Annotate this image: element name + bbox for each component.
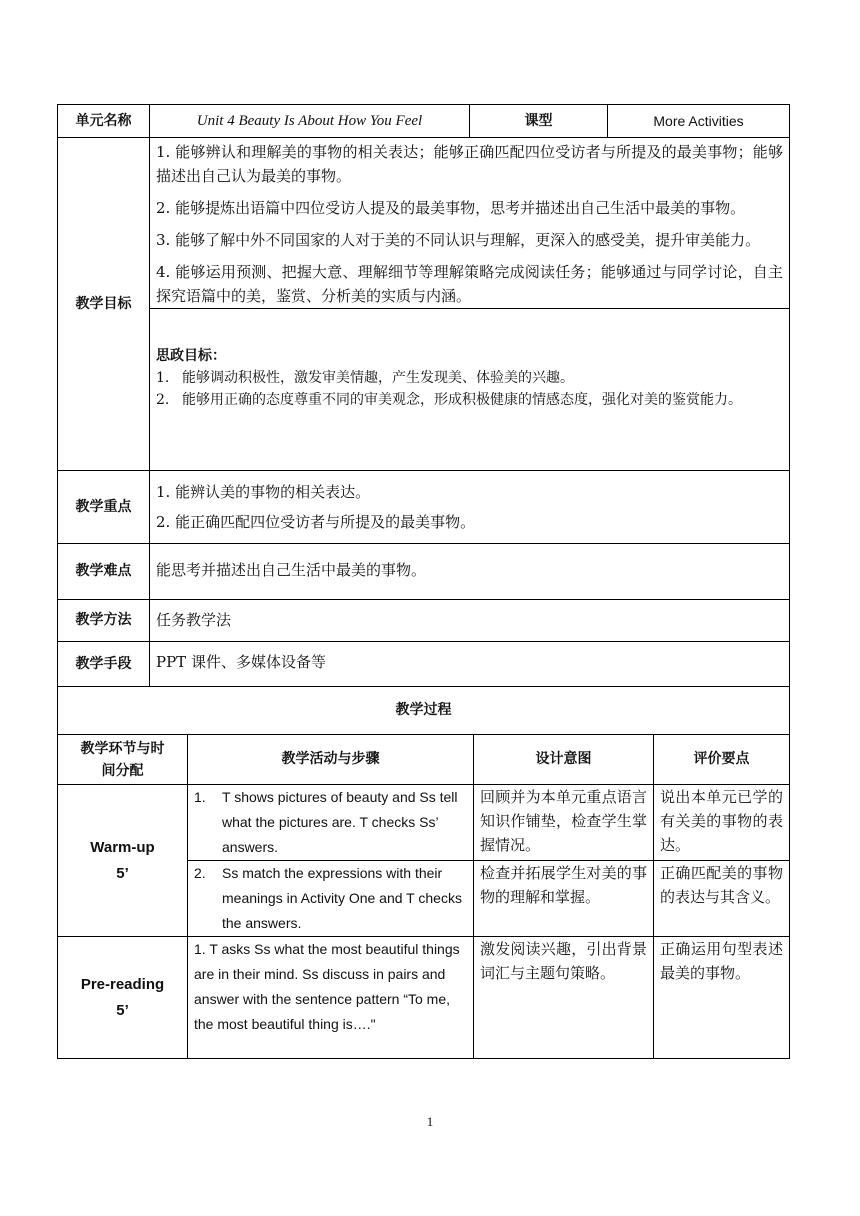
objective-item: 3. 能够了解中外不同国家的人对于美的不同认识与理解，更深入的感受美，提升审美能力。: [156, 231, 761, 249]
difficulty-value: 能思考并描述出自己生活中最美的事物。: [150, 544, 790, 600]
type-value: More Activities: [608, 105, 790, 138]
method-label: 教学方法: [58, 600, 150, 642]
key-point-item: 1. 能辨认美的事物的相关表达。: [156, 483, 371, 501]
prereading-stage: Pre-reading 5’: [58, 937, 188, 1059]
ideology-list: [156, 367, 783, 411]
prereading-eval: 正确运用句型表述最美的事物。: [654, 937, 790, 1059]
teaching-process-table: [57, 686, 790, 1059]
objective-item: 4. 能够运用预测、把握大意、理解细节等理解策略完成阅读任务；能够通过与同学讨论，自主探究语篇中的美，鉴赏、分析美的实质与内涵。: [156, 263, 783, 305]
unit-label: 单元名称: [58, 105, 150, 138]
objectives-row: [58, 138, 790, 309]
ideology-item: 2. 能够用正确的态度尊重不同的审美观念，形成积极健康的情感态度，强化对美的鉴赏能力。: [156, 392, 742, 408]
warmup-row-1: [58, 785, 790, 861]
unit-value: Unit 4 Beauty Is About How You Feel: [150, 105, 470, 138]
key-point-item: 2. 能正确匹配四位受访者与所提及的最美事物。: [156, 513, 476, 531]
col-intent-header: 设计意图: [474, 735, 654, 785]
objective-item: 1. 能够辨认和理解美的事物的相关表达；能够正确匹配四位受访者与所提及的最美事物；能够描述出自己认为最美的事物。: [156, 143, 783, 185]
process-title: 教学过程: [58, 687, 790, 735]
warmup-intent: 检查并拓展学生对美的事物的理解和掌握。: [474, 861, 654, 937]
prereading-activity: 1. T asks Ss what the most beautiful things are in their mind. Ss discuss in pairs and answer with the sentence pattern “To me, the most beautiful thing is….": [188, 937, 474, 1059]
prereading-intent: 激发阅读兴趣，引出背景词汇与主题句策略。: [474, 937, 654, 1059]
ideology-cell: [150, 309, 790, 471]
page-number: 1: [426, 1114, 434, 1129]
col-eval-header: 评价要点: [654, 735, 790, 785]
warmup-intent: 回顾并为本单元重点语言知识作铺垫，检查学生掌握情况。: [474, 785, 654, 861]
warmup-activity: 2. Ss match the expressions with their meanings in Activity One and T checks the answers.: [188, 861, 474, 937]
objectives-label: 教学目标: [58, 138, 150, 471]
prereading-row: [58, 937, 790, 1059]
ideology-row: [58, 309, 790, 471]
means-value: PPT 课件、多媒体设备等: [150, 642, 790, 687]
key-points-list: [150, 471, 790, 544]
difficulty-row: [58, 544, 790, 600]
type-label: 课型: [470, 105, 608, 138]
objectives-list: [150, 138, 790, 309]
warmup-eval: 说出本单元已学的有关美的事物的表达。: [654, 785, 790, 861]
method-row: [58, 600, 790, 642]
col-activity-header: 教学活动与步骤: [188, 735, 474, 785]
course-info-table: [57, 104, 790, 687]
key-points-label: 教学重点: [58, 471, 150, 544]
warmup-stage: Warm-up 5’: [58, 785, 188, 937]
means-label: 教学手段: [58, 642, 150, 687]
key-points-row: [58, 471, 790, 544]
method-value: 任务教学法: [150, 600, 790, 642]
difficulty-label: 教学难点: [58, 544, 150, 600]
col-stage-header: 教学环节与时间分配: [58, 735, 188, 785]
unit-row: [58, 105, 790, 138]
objective-item: 2. 能够提炼出语篇中四位受访人提及的最美事物，思考并描述出自己生活中最美的事物。: [156, 199, 746, 217]
process-title-row: [58, 687, 790, 735]
warmup-activity: 1. T shows pictures of beauty and Ss tell what the pictures are. T checks Ss’ answers.: [188, 785, 474, 861]
means-row: [58, 642, 790, 687]
warmup-eval: 正确匹配美的事物的表达与其含义。: [654, 861, 790, 937]
process-header-row: [58, 735, 790, 785]
ideology-item: 1. 能够调动积极性，激发审美情趣，产生发现美、体验美的兴趣。: [156, 370, 574, 386]
ideology-title: 思政目标：: [156, 348, 226, 364]
